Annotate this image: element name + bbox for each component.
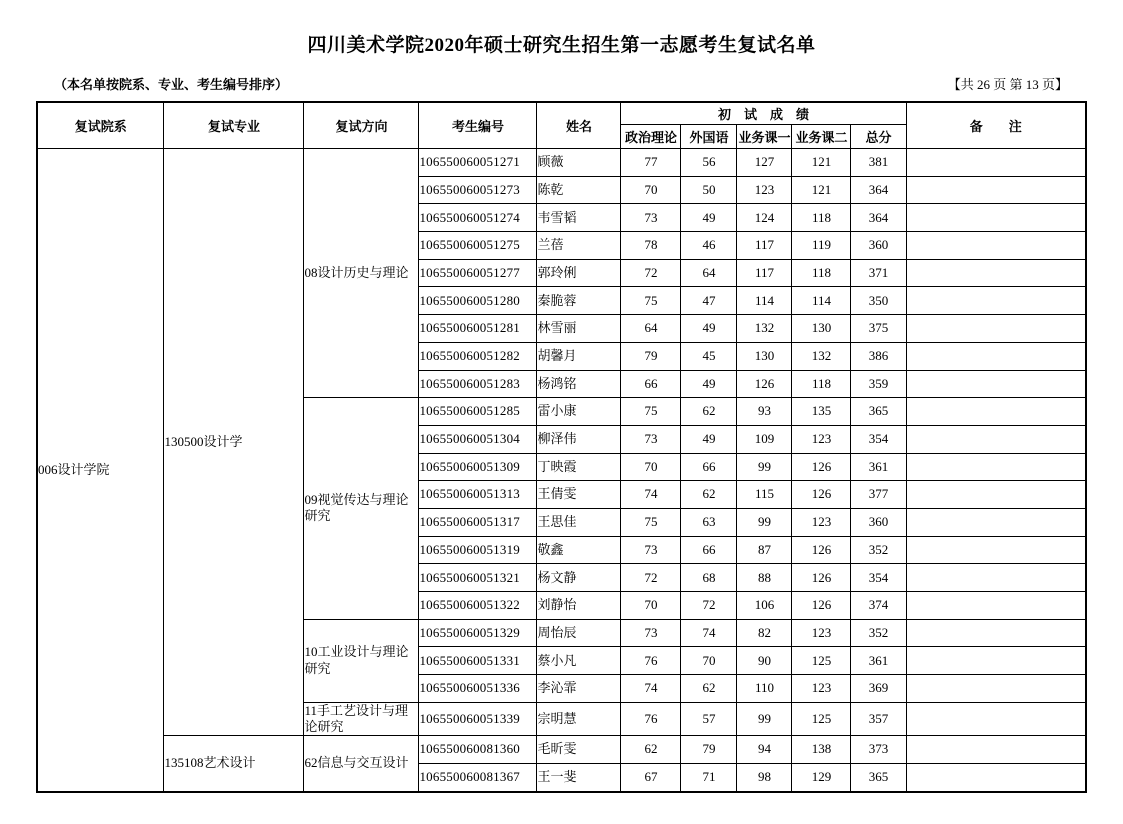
course2-score-cell: 126	[792, 453, 851, 481]
remark-cell	[906, 342, 1086, 370]
politics-score-cell: 78	[621, 232, 681, 260]
candidate-no-cell: 106550060081360	[419, 736, 537, 764]
name-cell: 敬鑫	[537, 536, 621, 564]
remark-cell	[906, 508, 1086, 536]
candidate-no-cell: 106550060051322	[419, 592, 537, 620]
politics-score-cell: 70	[621, 176, 681, 204]
total-score-cell: 365	[851, 763, 906, 791]
name-cell: 雷小康	[537, 398, 621, 426]
remark-cell	[906, 647, 1086, 675]
direction-cell: 62信息与交互设计	[304, 736, 419, 792]
course1-score-cell: 82	[737, 619, 792, 647]
politics-score-cell: 76	[621, 702, 681, 736]
politics-score-cell: 70	[621, 592, 681, 620]
name-cell: 林雪丽	[537, 315, 621, 343]
col-header-candidate-no: 考生编号	[419, 102, 537, 149]
direction-cell: 08设计历史与理论	[304, 149, 419, 398]
course2-score-cell: 125	[792, 702, 851, 736]
remark-cell	[906, 675, 1086, 703]
politics-score-cell: 75	[621, 287, 681, 315]
course1-score-cell: 127	[737, 149, 792, 177]
course1-score-cell: 99	[737, 453, 792, 481]
remark-cell	[906, 536, 1086, 564]
page-indicator: 【共 26 页 第 13 页】	[947, 77, 1068, 92]
foreign-language-score-cell: 72	[681, 592, 737, 620]
course1-score-cell: 130	[737, 342, 792, 370]
total-score-cell: 350	[851, 287, 906, 315]
course1-score-cell: 99	[737, 508, 792, 536]
course1-score-cell: 94	[737, 736, 792, 764]
remark-cell	[906, 763, 1086, 791]
total-score-cell: 365	[851, 398, 906, 426]
course1-score-cell: 132	[737, 315, 792, 343]
candidate-no-cell: 106550060051309	[419, 453, 537, 481]
col-header-total: 总分	[851, 125, 906, 149]
remark-cell	[906, 259, 1086, 287]
name-cell: 柳泽伟	[537, 425, 621, 453]
total-score-cell: 386	[851, 342, 906, 370]
name-cell: 胡馨月	[537, 342, 621, 370]
name-cell: 刘静怡	[537, 592, 621, 620]
foreign-language-score-cell: 57	[681, 702, 737, 736]
remark-cell	[906, 425, 1086, 453]
course1-score-cell: 90	[737, 647, 792, 675]
foreign-language-score-cell: 64	[681, 259, 737, 287]
remark-cell	[906, 315, 1086, 343]
foreign-language-score-cell: 50	[681, 176, 737, 204]
name-cell: 顾薇	[537, 149, 621, 177]
politics-score-cell: 72	[621, 564, 681, 592]
name-cell: 毛昕雯	[537, 736, 621, 764]
course2-score-cell: 118	[792, 204, 851, 232]
foreign-language-score-cell: 47	[681, 287, 737, 315]
total-score-cell: 359	[851, 370, 906, 398]
total-score-cell: 375	[851, 315, 906, 343]
name-cell: 陈乾	[537, 176, 621, 204]
candidate-no-cell: 106550060081367	[419, 763, 537, 791]
politics-score-cell: 75	[621, 398, 681, 426]
politics-score-cell: 73	[621, 619, 681, 647]
candidate-no-cell: 106550060051275	[419, 232, 537, 260]
total-score-cell: 354	[851, 564, 906, 592]
course2-score-cell: 123	[792, 425, 851, 453]
remark-cell	[906, 702, 1086, 736]
col-header-dept: 复试院系	[37, 102, 164, 149]
course2-score-cell: 129	[792, 763, 851, 791]
course1-score-cell: 88	[737, 564, 792, 592]
politics-score-cell: 74	[621, 481, 681, 509]
document-page	[0, 30, 1123, 824]
col-header-remarks: 备 注	[906, 102, 1086, 149]
course1-score-cell: 117	[737, 259, 792, 287]
candidate-no-cell: 106550060051271	[419, 149, 537, 177]
name-cell: 王一斐	[537, 763, 621, 791]
foreign-language-score-cell: 62	[681, 481, 737, 509]
course2-score-cell: 118	[792, 259, 851, 287]
course1-score-cell: 98	[737, 763, 792, 791]
foreign-language-score-cell: 62	[681, 398, 737, 426]
remark-cell	[906, 204, 1086, 232]
col-header-name: 姓名	[537, 102, 621, 149]
col-header-foreign-language: 外国语	[681, 125, 737, 149]
total-score-cell: 352	[851, 619, 906, 647]
course1-score-cell: 126	[737, 370, 792, 398]
candidate-row	[37, 736, 1086, 764]
politics-score-cell: 73	[621, 425, 681, 453]
col-header-scores-group: 初 试 成 绩	[621, 102, 906, 125]
remark-cell	[906, 453, 1086, 481]
remark-cell	[906, 736, 1086, 764]
foreign-language-score-cell: 70	[681, 647, 737, 675]
name-cell: 宗明慧	[537, 702, 621, 736]
politics-score-cell: 73	[621, 536, 681, 564]
remark-cell	[906, 370, 1086, 398]
politics-score-cell: 76	[621, 647, 681, 675]
total-score-cell: 360	[851, 232, 906, 260]
dept-cell: 006设计学院	[37, 149, 164, 792]
candidate-no-cell: 106550060051304	[419, 425, 537, 453]
candidate-row	[37, 149, 1086, 177]
politics-score-cell: 75	[621, 508, 681, 536]
total-score-cell: 377	[851, 481, 906, 509]
course1-score-cell: 124	[737, 204, 792, 232]
header-row-top	[37, 102, 1086, 125]
col-header-major: 复试专业	[164, 102, 304, 149]
remark-cell	[906, 481, 1086, 509]
candidate-no-cell: 106550060051277	[419, 259, 537, 287]
remark-cell	[906, 564, 1086, 592]
course1-score-cell: 110	[737, 675, 792, 703]
candidate-no-cell: 106550060051329	[419, 619, 537, 647]
politics-score-cell: 64	[621, 315, 681, 343]
page-title: 四川美术学院2020年硕士研究生招生第一志愿考生复试名单	[307, 35, 816, 56]
major-cell: 135108艺术设计	[164, 736, 304, 792]
candidate-no-cell: 106550060051321	[419, 564, 537, 592]
total-score-cell: 357	[851, 702, 906, 736]
remark-cell	[906, 149, 1086, 177]
col-header-course2: 业务课二	[792, 125, 851, 149]
candidate-no-cell: 106550060051281	[419, 315, 537, 343]
foreign-language-score-cell: 74	[681, 619, 737, 647]
foreign-language-score-cell: 46	[681, 232, 737, 260]
politics-score-cell: 62	[621, 736, 681, 764]
foreign-language-score-cell: 79	[681, 736, 737, 764]
total-score-cell: 374	[851, 592, 906, 620]
course1-score-cell: 109	[737, 425, 792, 453]
name-cell: 周怡辰	[537, 619, 621, 647]
foreign-language-score-cell: 56	[681, 149, 737, 177]
name-cell: 蔡小凡	[537, 647, 621, 675]
name-cell: 杨鸿铭	[537, 370, 621, 398]
total-score-cell: 361	[851, 647, 906, 675]
politics-score-cell: 72	[621, 259, 681, 287]
foreign-language-score-cell: 63	[681, 508, 737, 536]
course1-score-cell: 99	[737, 702, 792, 736]
course1-score-cell: 87	[737, 536, 792, 564]
foreign-language-score-cell: 49	[681, 425, 737, 453]
total-score-cell: 361	[851, 453, 906, 481]
politics-score-cell: 70	[621, 453, 681, 481]
course2-score-cell: 135	[792, 398, 851, 426]
name-cell: 李沁霏	[537, 675, 621, 703]
candidate-no-cell: 106550060051274	[419, 204, 537, 232]
course2-score-cell: 114	[792, 287, 851, 315]
name-cell: 秦脆蓉	[537, 287, 621, 315]
col-header-direction: 复试方向	[304, 102, 419, 149]
candidate-no-cell: 106550060051313	[419, 481, 537, 509]
total-score-cell: 369	[851, 675, 906, 703]
candidate-no-cell: 106550060051317	[419, 508, 537, 536]
course1-score-cell: 117	[737, 232, 792, 260]
course2-score-cell: 121	[792, 149, 851, 177]
total-score-cell: 364	[851, 204, 906, 232]
total-score-cell: 371	[851, 259, 906, 287]
name-cell: 郭玲俐	[537, 259, 621, 287]
course2-score-cell: 118	[792, 370, 851, 398]
total-score-cell: 373	[851, 736, 906, 764]
course1-score-cell: 106	[737, 592, 792, 620]
total-score-cell: 381	[851, 149, 906, 177]
course1-score-cell: 93	[737, 398, 792, 426]
name-cell: 王思佳	[537, 508, 621, 536]
politics-score-cell: 77	[621, 149, 681, 177]
candidate-no-cell: 106550060051331	[419, 647, 537, 675]
candidate-no-cell: 106550060051280	[419, 287, 537, 315]
foreign-language-score-cell: 49	[681, 315, 737, 343]
name-cell: 丁映霞	[537, 453, 621, 481]
course2-score-cell: 138	[792, 736, 851, 764]
course1-score-cell: 114	[737, 287, 792, 315]
remark-cell	[906, 287, 1086, 315]
course2-score-cell: 123	[792, 619, 851, 647]
name-cell: 韦雪韬	[537, 204, 621, 232]
course2-score-cell: 126	[792, 564, 851, 592]
candidate-no-cell: 106550060051319	[419, 536, 537, 564]
course2-score-cell: 123	[792, 675, 851, 703]
remark-cell	[906, 619, 1086, 647]
politics-score-cell: 79	[621, 342, 681, 370]
course2-score-cell: 132	[792, 342, 851, 370]
course2-score-cell: 125	[792, 647, 851, 675]
remark-cell	[906, 592, 1086, 620]
foreign-language-score-cell: 66	[681, 453, 737, 481]
candidate-no-cell: 106550060051273	[419, 176, 537, 204]
total-score-cell: 352	[851, 536, 906, 564]
direction-cell: 09视觉传达与理论研究	[304, 398, 419, 620]
total-score-cell: 354	[851, 425, 906, 453]
remark-cell	[906, 398, 1086, 426]
course2-score-cell: 119	[792, 232, 851, 260]
candidate-no-cell: 106550060051285	[419, 398, 537, 426]
remark-cell	[906, 232, 1086, 260]
course1-score-cell: 123	[737, 176, 792, 204]
course2-score-cell: 123	[792, 508, 851, 536]
candidate-no-cell: 106550060051283	[419, 370, 537, 398]
name-cell: 王倩雯	[537, 481, 621, 509]
politics-score-cell: 74	[621, 675, 681, 703]
meta-row	[37, 75, 1086, 93]
sort-order-note: （本名单按院系、专业、考生编号排序）	[54, 77, 289, 92]
col-header-politics: 政治理论	[621, 125, 681, 149]
course2-score-cell: 126	[792, 536, 851, 564]
foreign-language-score-cell: 66	[681, 536, 737, 564]
foreign-language-score-cell: 49	[681, 204, 737, 232]
name-cell: 兰蓓	[537, 232, 621, 260]
major-cell: 130500设计学	[164, 149, 304, 736]
politics-score-cell: 73	[621, 204, 681, 232]
total-score-cell: 364	[851, 176, 906, 204]
table-header	[37, 102, 1086, 149]
table-body	[37, 149, 1086, 792]
course2-score-cell: 121	[792, 176, 851, 204]
foreign-language-score-cell: 45	[681, 342, 737, 370]
politics-score-cell: 67	[621, 763, 681, 791]
course2-score-cell: 130	[792, 315, 851, 343]
course2-score-cell: 126	[792, 592, 851, 620]
foreign-language-score-cell: 71	[681, 763, 737, 791]
candidate-no-cell: 106550060051282	[419, 342, 537, 370]
foreign-language-score-cell: 62	[681, 675, 737, 703]
name-cell: 杨文静	[537, 564, 621, 592]
candidates-table	[36, 101, 1087, 793]
foreign-language-score-cell: 49	[681, 370, 737, 398]
course2-score-cell: 126	[792, 481, 851, 509]
candidate-no-cell: 106550060051336	[419, 675, 537, 703]
direction-cell: 11手工艺设计与理论研究	[304, 702, 419, 736]
course1-score-cell: 115	[737, 481, 792, 509]
candidate-no-cell: 106550060051339	[419, 702, 537, 736]
col-header-course1: 业务课一	[737, 125, 792, 149]
politics-score-cell: 66	[621, 370, 681, 398]
remark-cell	[906, 176, 1086, 204]
direction-cell: 10工业设计与理论研究	[304, 619, 419, 702]
total-score-cell: 360	[851, 508, 906, 536]
foreign-language-score-cell: 68	[681, 564, 737, 592]
